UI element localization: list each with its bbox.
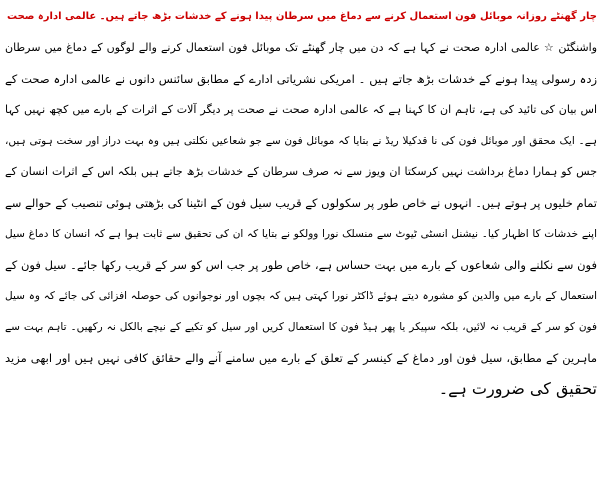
article-line: تمام خلیوں پر ہوتے ہیں۔ انہوں نے خاص طور پر سکولوں کے قریب سیل فون کے انٹینا کی بڑھتی ہوئی تنصیب کے حوالے سے — [5, 196, 597, 210]
article-line: زدہ رسولی پیدا ہونے کے خدشات بڑھ جاتے ہیں ۔ امریکی نشریاتی ادارے کے مطابق سائنس دانوں نے عالمی ادارہ صحت کے — [5, 72, 597, 86]
article-line: واشنگٹن ☆ عالمی ادارہ صحت نے کہا ہے کہ دن میں چار گھنٹے تک موبائل فون استعمال کرنے والے لوگوں کے دماغ میں سرطان — [5, 41, 597, 54]
article-line: ماہرین کے مطابق، سیل فون اور دماغ کے کینسر کے تعلق کے بارے میں سامنے آنے والے حقائق کافی نہیں ہیں اور ابھی مزید — [5, 351, 597, 365]
article-line: فون کو سر کے قریب نہ لائیں، بلکہ سپیکر یا پھر ہیڈ فون کا استعمال کریں اور سیل کو تکیے کے نیچے بالکل نہ رکھیں۔ تاہم بہت سے — [5, 321, 597, 333]
article-headline: چار گھنٹے روزانہ موبائل فون استعمال کرنے سے دماغ میں سرطان پیدا ہونے کے خدشات بڑھ جاتے ہیں۔ عالمی ادارہ صحت — [6, 11, 597, 22]
article-line: اپنے خدشات کا اظہار کیا۔ نیشنل انسٹی ٹیوٹ سے منسلک نورا وولکو نے بتایا کہ ان کی تحقیق سے ثابت ہوا ہے کہ انسان کا دماغ سیل — [5, 228, 597, 240]
organization-name: عالمی ادارہ صحت — [452, 41, 540, 54]
article-line: تحقیق کی ضرورت ہے۔ — [438, 379, 597, 398]
article-line: جس کو ہمارا دماغ برداشت نہیں کرسکتا ان ویوز سے نہ صرف سرطان کے خدشات بڑھ جاتے ہیں بلکہ اس کے اثرات انسان کے — [5, 165, 597, 178]
article-line: فون سے نکلنے والی شعاعوں کے بارے میں بہت حساس ہے، خاص طور پر جب اس کو سر کے قریب رکھا جائے۔ سیل فون کے — [5, 258, 597, 272]
article-line: استعمال کے بارے میں والدین کو مشورہ دیتے ہوئے ڈاکٹر نورا کہتی ہیں کہ بچوں اور نوجوانوں کی حوصلہ افزائی کی جائے کہ وہ سیل — [5, 290, 597, 302]
article-line: اس بیان کی تائید کی ہے، تاہم ان کا کہنا ہے کہ عالمی ادارہ صحت نے صحت پر دیگر آلات کے اثرات کے بارے میں کچھ نہیں کہا — [5, 103, 597, 116]
article-line: ہے۔ ایک محقق اور موبائل فون کی نا قدکیلا ریڈ نے بتایا کہ موبائل فون سے جو شعاعیں نکلتی ہیں وہ بہت دراز اور سخت ہوتی ہیں، — [5, 135, 597, 147]
